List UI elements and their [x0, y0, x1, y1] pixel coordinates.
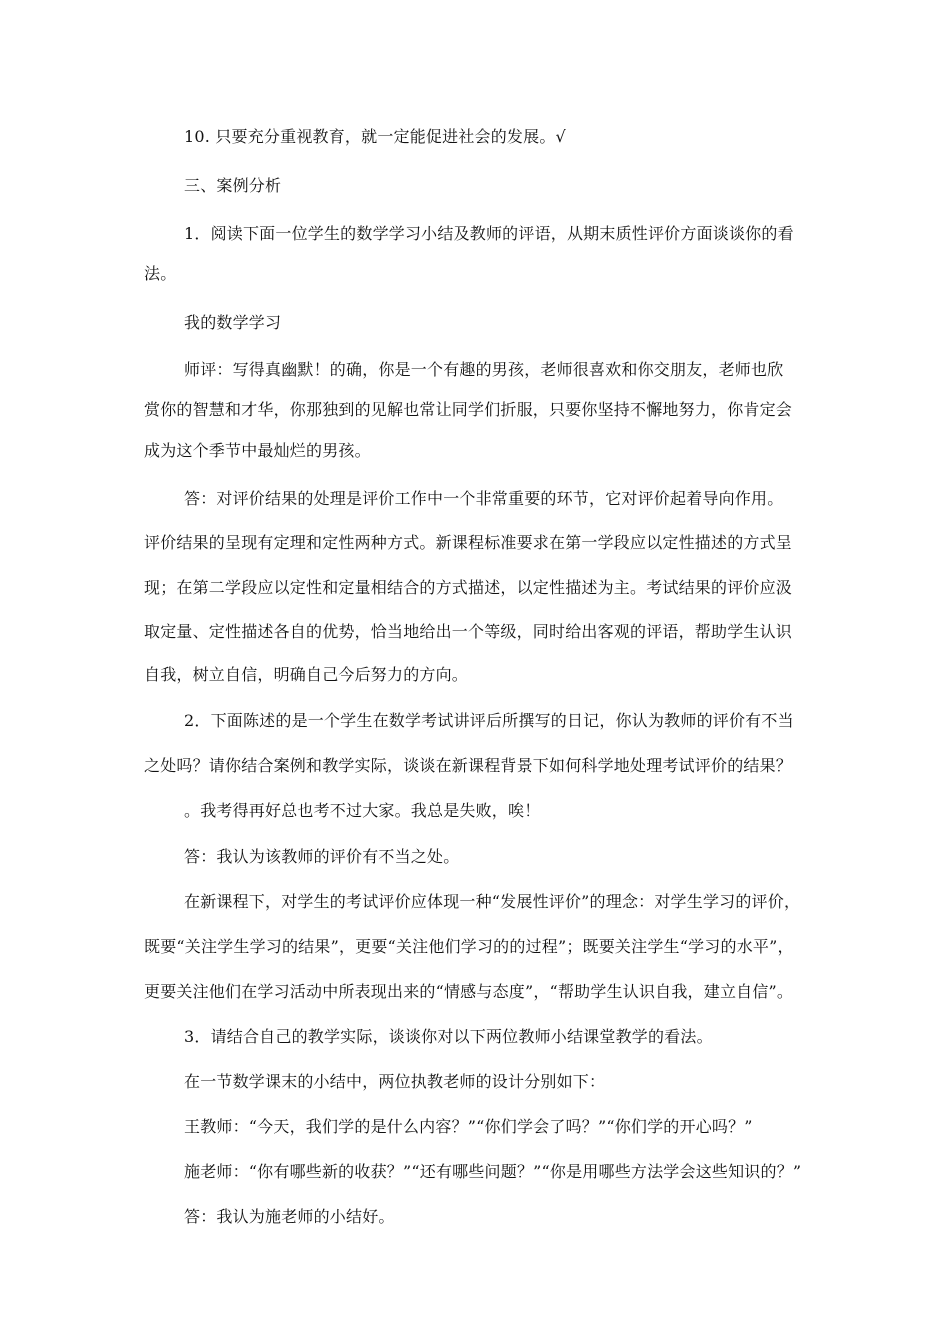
- teacher-comment-line-1: 师评：写得真幽默！的确，你是一个有趣的男孩，老师很喜欢和你交朋友，老师也欣: [184, 360, 784, 379]
- teacher-shi-summary: 施老师：“你有哪些新的收获？”“还有哪些问题？”“你是用哪些方法学会这些知识的？”: [184, 1162, 802, 1181]
- answer-1-line-2: 评价结果的呈现有定理和定性两种方式。新课程标准要求在第一学段应以定性描述的方式呈: [144, 533, 793, 552]
- question-1-text: 1．阅读下面一位学生的数学学习小结及教师的评语，从期末质性评价方面谈谈你的看: [184, 224, 794, 243]
- section-heading-case-analysis: 三、案例分析: [184, 176, 282, 195]
- question-1-text-cont: 法。: [144, 264, 177, 283]
- teacher-comment-line-2: 赏你的智慧和才华，你那独到的见解也常让同学们折服，只要你坚持不懈地努力，你肯定会: [144, 400, 793, 419]
- answer-1-line-3: 现；在第二学段应以定性和定量相结合的方式描述，以定性描述为主。考试结果的评价应汲: [144, 578, 793, 597]
- question-2-text-cont: 之处吗？请你结合案例和教学实际，谈谈在新课程背景下如何科学地处理考试评价的结果？: [144, 756, 793, 775]
- answer-2-line-3: 既要“关注学生学习的结果”，更要“关注他们学习的的过程”；既要关注学生“学习的水平”，: [144, 937, 794, 956]
- question-3-text: 3．请结合自己的教学实际，谈谈你对以下两位教师小结课堂教学的看法。: [184, 1027, 713, 1046]
- student-diary-excerpt: 。我考得再好总也考不过大家。我总是失败，唉！: [184, 801, 541, 820]
- teacher-wang-summary: 王教师：“今天，我们学的是什么内容？”“你们学会了吗？”“你们学的开心吗？”: [184, 1117, 753, 1136]
- true-false-item-10: 10. 只要充分重视教育，就一定能促进社会的发展。√: [184, 127, 566, 146]
- answer-2-line-4: 更要关注他们在学习活动中所表现出来的“情感与态度”，“帮助学生认识自我，建立自信”。: [144, 982, 794, 1001]
- answer-3-line-1: 答：我认为施老师的小结好。: [184, 1207, 395, 1226]
- answer-1-line-4: 取定量、定性描述各自的优势，恰当地给出一个等级，同时给出客观的评语，帮助学生认识: [144, 622, 793, 641]
- answer-1-line-5: 自我，树立自信，明确自己今后努力的方向。: [144, 665, 469, 684]
- teacher-comment-line-3: 成为这个季节中最灿烂的男孩。: [144, 441, 371, 460]
- question-3-context: 在一节数学课末的小结中，两位执教老师的设计分别如下：: [184, 1072, 606, 1091]
- student-summary-title: 我的数学学习: [184, 313, 282, 332]
- answer-2-line-1: 答：我认为该教师的评价有不当之处。: [184, 847, 460, 866]
- answer-1-line-1: 答：对评价结果的处理是评价工作中一个非常重要的环节，它对评价起着导向作用。: [184, 489, 784, 508]
- question-2-text: 2．下面陈述的是一个学生在数学考试讲评后所撰写的日记，你认为教师的评价有不当: [184, 711, 794, 730]
- answer-2-line-2: 在新课程下，对学生的考试评价应体现一种“发展性评价”的理念：对学生学习的评价，: [184, 892, 801, 911]
